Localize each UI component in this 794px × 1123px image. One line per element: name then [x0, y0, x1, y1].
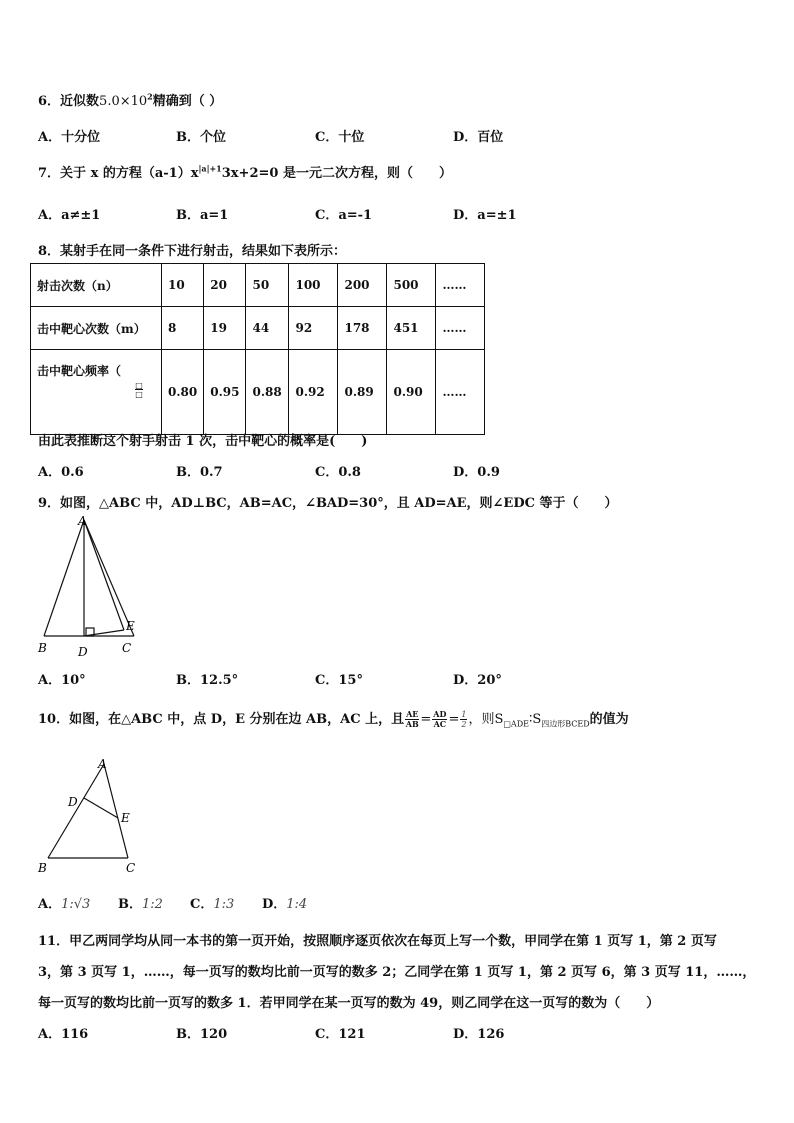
- q10-stem-post: 的值为: [589, 712, 629, 727]
- q10-stem-mid: ，则S: [468, 712, 504, 727]
- q10-label-d: D: [68, 795, 78, 809]
- q8-option-d: D．0.9: [453, 465, 500, 480]
- q10-option-d-value: 1:4: [286, 897, 308, 912]
- q7-option-b: B．a=1: [176, 208, 229, 223]
- table-row: [31, 350, 485, 435]
- table-cell: 0.89: [338, 350, 387, 435]
- table-cell: 178: [338, 307, 387, 350]
- table-cell: 200: [338, 264, 387, 307]
- q8-followup: 由此表推断这个射手射击 1 次，击中靶心的概率是( ): [38, 434, 368, 449]
- q6-stem-pre: 6．近似数: [38, 94, 100, 109]
- question-10-stem: 10．如图，在△ABC 中，点 D，E 分别在边 AB，AC 上，且 $\frac{AE}{AB}$ = $\frac{AD}{AC}$ = $\frac{1}{2}$ ，则$S_{□ADE}∶S_{四边形BCED}$的值为: [38, 709, 629, 729]
- q9-option-b: B．12.5°: [176, 673, 239, 688]
- q10-option-d: D．1:4: [262, 897, 308, 912]
- q11-option-a: A．116: [38, 1027, 89, 1042]
- q10-option-a: A．1:√3: [38, 897, 91, 912]
- table-cell: 19: [204, 307, 246, 350]
- q9-label-b: B: [38, 641, 47, 655]
- q10-option-c: C．1:3: [190, 897, 235, 912]
- q10-triangle-figure: [30, 752, 150, 878]
- frequency-header-label: 击中靶心频率（: [37, 364, 122, 378]
- table-row-header: [31, 350, 162, 435]
- table-cell: 0.90: [387, 350, 436, 435]
- question-8-stem: 8．某射手在同一条件下进行射击，结果如下表所示：: [38, 244, 347, 259]
- q6-stem-post: 精确到（ ）: [152, 94, 223, 109]
- table-row-header: 击中靶心次数（m）: [31, 307, 162, 350]
- table-row: [31, 264, 485, 307]
- table-cell: 0.95: [204, 350, 246, 435]
- question-11-line-3: 每一页写的数均比前一页写的数多 1．若甲同学在某一页写的数为 49，则乙同学在这一页写的数为（ ）: [38, 996, 660, 1011]
- q7-option-d: D．a=±1: [453, 208, 517, 223]
- q10-option-b-value: 1:2: [142, 897, 163, 912]
- q9-option-c: C．15°: [315, 673, 363, 688]
- q10-label-a: A: [98, 757, 107, 771]
- q10-fraction-ad-ac: $\frac{AD}{AC}$: [433, 709, 447, 729]
- table-cell: ……: [436, 350, 485, 435]
- table-cell: 500: [387, 264, 436, 307]
- question-9-stem: 9．如图，△ABC 中，AD⊥BC，AB=AC，∠BAD=30°，且 AD=AE，则∠EDC 等于（ ）: [38, 496, 618, 511]
- q7-stem-post: 3x+2=0 是一元二次方程，则（ ）: [221, 166, 452, 181]
- q6-option-c: C．十位: [315, 130, 365, 145]
- q10-fraction-half: $\frac{1}{2}$: [461, 710, 467, 729]
- q11-option-c: C．121: [315, 1027, 366, 1042]
- q10-option-a-value: 1:√3: [61, 897, 91, 912]
- q8-option-c: C．0.8: [315, 465, 361, 480]
- table-cell: ……: [436, 264, 485, 307]
- table-cell: 0.88: [246, 350, 289, 435]
- q9-triangle-figure: [30, 512, 145, 660]
- q9-label-d: D: [78, 645, 88, 659]
- q10-option-b: B．1:2: [118, 897, 163, 912]
- table-cell: 0.92: [289, 350, 338, 435]
- table-cell: 44: [246, 307, 289, 350]
- shooting-results-table: [30, 263, 485, 435]
- q9-label-c: C: [122, 641, 132, 655]
- table-cell: 0.80: [162, 350, 204, 435]
- table-cell: 8: [162, 307, 204, 350]
- q10-label-c: C: [126, 861, 136, 875]
- q7-exponent: |a|+1: [198, 163, 222, 174]
- q8-option-a: A．0.6: [38, 465, 84, 480]
- q11-option-d: D．126: [453, 1027, 505, 1042]
- question-11-line-1: 11．甲乙两同学均从同一本书的第一页开始，按照顺序逐页依次在每页上写一个数，甲同学在第 1 页写 1，第 2 页写: [38, 934, 717, 949]
- q7-stem-pre: 7．关于 x 的方程（a-1）x: [38, 166, 199, 181]
- table-cell: ……: [436, 307, 485, 350]
- table-cell: 92: [289, 307, 338, 350]
- q9-label-e: E: [126, 619, 135, 633]
- q6-option-d: D．百位: [453, 130, 504, 145]
- table-cell: 10: [162, 264, 204, 307]
- q10-fraction-ae-ab: $\frac{AE}{AB}$: [405, 709, 419, 729]
- question-6-stem: [38, 90, 222, 109]
- q6-number: 5.0×10: [99, 94, 148, 109]
- q7-option-a: A．a≠±1: [38, 208, 101, 223]
- table-row-header: 射击次数（n）: [31, 264, 162, 307]
- table-cell: 100: [289, 264, 338, 307]
- q10-option-c-value: 1:3: [213, 897, 235, 912]
- table-cell: 20: [204, 264, 246, 307]
- q10-label-b: B: [38, 861, 47, 875]
- q11-option-b: B．120: [176, 1027, 228, 1042]
- table-cell: 451: [387, 307, 436, 350]
- q9-label-a: A: [78, 514, 87, 528]
- question-11-line-2: 3，第 3 页写 1，……，每一页写的数均比前一页写的数多 2；乙同学在第 1 页写 1，第 2 页写 6，第 3 页写 11，……，: [38, 965, 756, 980]
- table-row: [31, 307, 485, 350]
- q10-label-e: E: [121, 811, 130, 825]
- question-7-stem: [38, 162, 452, 181]
- q6-exponent: 2: [147, 91, 153, 102]
- q8-option-b: B．0.7: [176, 465, 223, 480]
- frequency-fraction-glyph: □ □: [135, 380, 143, 399]
- q9-option-d: D．20°: [453, 673, 502, 688]
- q10-colon: ∶S: [528, 712, 542, 727]
- q6-option-a: A．十分位: [38, 130, 101, 145]
- q7-option-c: C．a=-1: [315, 208, 373, 223]
- table-cell: 50: [246, 264, 289, 307]
- q10-sub-ade: □ADE: [503, 719, 529, 729]
- q9-option-a: A．10°: [38, 673, 86, 688]
- q10-stem-pre: 10．如图，在△ABC 中，点 D，E 分别在边 AB，AC 上，且: [38, 712, 405, 727]
- q6-option-b: B．个位: [176, 130, 226, 145]
- q10-sub-bced: 四边形BCED: [541, 719, 590, 729]
